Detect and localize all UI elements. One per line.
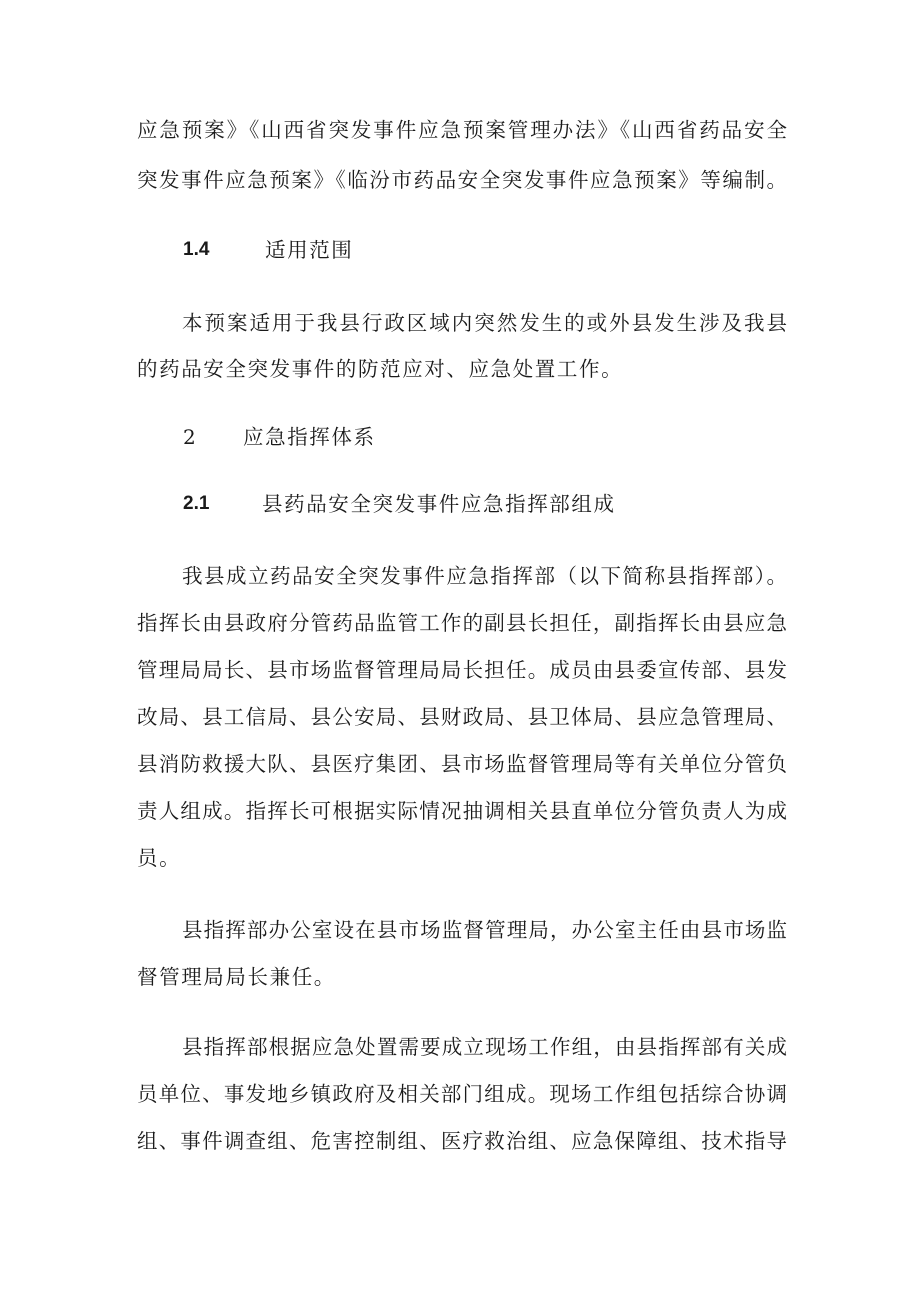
paragraph-line: 的药品安全突发事件的防范应对、应急处置工作。 bbox=[137, 357, 624, 381]
paragraph-line: 员单位、事发地乡镇政府及相关部门组成。现场工作组包括综合协调 bbox=[137, 1082, 787, 1106]
paragraph-line: 应急预案》《山西省突发事件应急预案管理办法》《山西省药品安全 bbox=[137, 118, 787, 142]
paragraph-line: 改局、县工信局、县公安局、县财政局、县卫体局、县应急管理局、 bbox=[137, 705, 787, 729]
paragraph-line: 县消防救援大队、县医疗集团、县市场监督管理局等有关单位分管负 bbox=[137, 752, 787, 776]
section-title: 县药品安全突发事件应急指挥部组成 bbox=[262, 492, 616, 516]
paragraph-line: 本预案适用于我县行政区域内突然发生的或外县发生涉及我县 bbox=[182, 311, 787, 335]
paragraph-line: 员。 bbox=[137, 846, 182, 870]
section-number: 2 bbox=[183, 425, 196, 449]
section-number: 1.4 bbox=[183, 239, 210, 260]
paragraph-line: 责人组成。指挥长可根据实际情况抽调相关县直单位分管负责人为成 bbox=[137, 799, 787, 823]
section-title: 适用范围 bbox=[265, 238, 354, 262]
section-number: 2.1 bbox=[183, 493, 210, 514]
paragraph-line: 组、事件调查组、危害控制组、医疗救治组、应急保障组、技术指导 bbox=[137, 1129, 787, 1153]
paragraph-line: 县指挥部根据应急处置需要成立现场工作组，由县指挥部有关成 bbox=[182, 1035, 787, 1059]
paragraph-line: 督管理局局长兼任。 bbox=[137, 965, 336, 989]
paragraph-line: 我县成立药品安全突发事件应急指挥部（以下简称县指挥部）。 bbox=[182, 564, 787, 588]
paragraph-line: 指挥长由县政府分管药品监管工作的副县长担任，副指挥长由县应急 bbox=[137, 611, 787, 635]
paragraph-line: 管理局局长、县市场监督管理局局长担任。成员由县委宣传部、县发 bbox=[137, 658, 787, 682]
section-title: 应急指挥体系 bbox=[243, 425, 376, 449]
paragraph-line: 县指挥部办公室设在县市场监督管理局，办公室主任由县市场监 bbox=[182, 918, 787, 942]
paragraph-line: 突发事件应急预案》《临汾市药品安全突发事件应急预案》等编制。 bbox=[137, 168, 787, 192]
